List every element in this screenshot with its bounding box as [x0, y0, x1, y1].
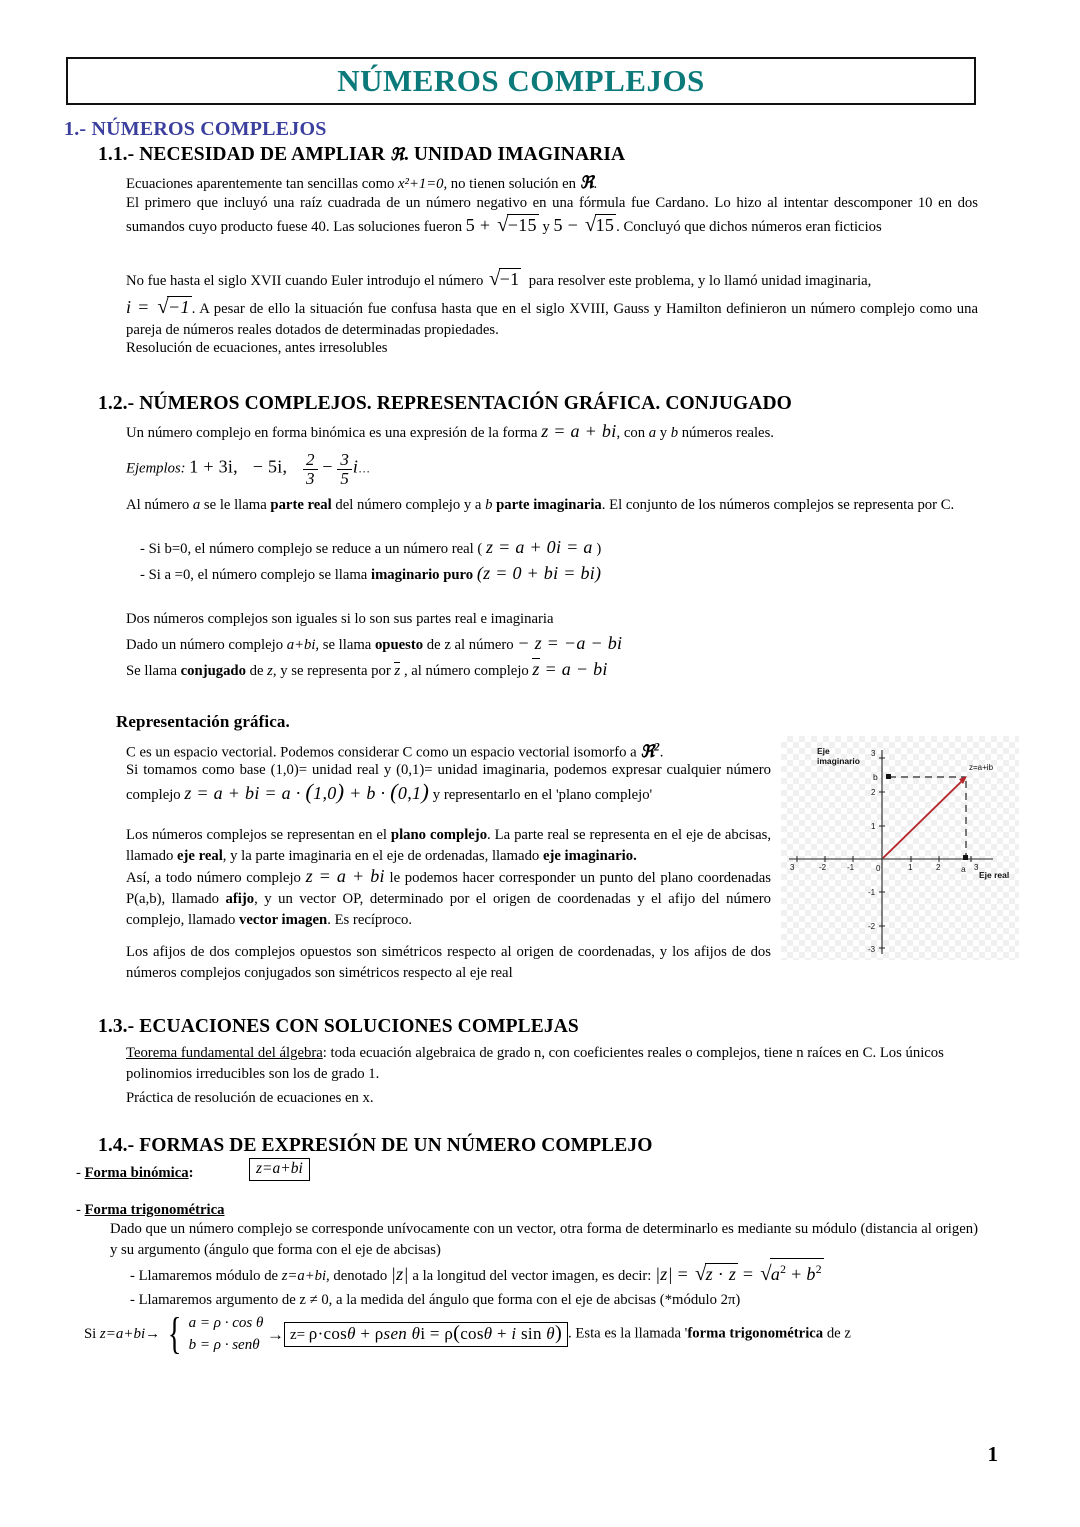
- p111-b: no tienen solución en: [450, 176, 577, 192]
- heading-1-1-text-b: . UNIDAD IMAGINARIA: [403, 144, 626, 165]
- p114-b: . A pesar de ello la situación fue confusa hasta que en el siglo XVIII, Gauss y Hamilton definieron un número complejo como una pareja de números reales dotados de determinadas propiedades.: [126, 301, 978, 338]
- examples-label: Ejemplos:: [126, 460, 186, 477]
- paragraph-trig-3: - Llamaremos argumento de z ≠ 0, a la medida del ángulo que forma con el eje de abcisas (*módulo 2π): [130, 1292, 741, 1308]
- pt4-bold: forma trigonométrica: [687, 1325, 824, 1342]
- paragraph-1-2-4: [126, 633, 978, 656]
- x-tick-label-2: 2: [936, 863, 941, 872]
- example-3-fraction-1: [303, 451, 318, 488]
- p111-c: .: [593, 176, 598, 192]
- paragraph-graf-3: [126, 825, 771, 867]
- paragraph-1-1-2: [126, 193, 978, 238]
- real-set-symbol-squared: [640, 742, 659, 761]
- paragraph-1-2-2: [126, 495, 978, 516]
- y-tick-label--1: -1: [868, 888, 876, 897]
- boxed-trigonometric-form: z= ρ·cosθ + ρsen θi = ρ(cosθ + i sin θ): [284, 1322, 568, 1347]
- paragraph-graf-4: [126, 866, 771, 931]
- paragraph-1-3-1: [126, 1043, 978, 1085]
- paragraph-1-1-3: [126, 268, 978, 292]
- pg4-bold-afijo: afijo: [225, 891, 255, 907]
- paragraph-trig-4: [84, 1309, 984, 1359]
- paragraph-trig-2: [130, 1258, 978, 1287]
- y-tick-label-3: 3: [871, 749, 876, 758]
- bullet1-a: - Si b=0, el número complejo se reduce a un número real (: [140, 541, 483, 557]
- p122-d: . El conjunto de los números complejos se representa por C.: [601, 497, 955, 513]
- bullet-si-a-cero: [140, 563, 980, 586]
- bullet2-a: - Si a =0, el número complejo se llama: [140, 567, 368, 583]
- p125-c: y se representa por: [280, 663, 391, 679]
- point-label: z=a+ib: [969, 763, 994, 772]
- pg1-a: C es un espacio vectorial. Podemos considerar C como un espacio vectorial isomorfo a: [126, 744, 637, 761]
- heading-section-1-1: [98, 144, 625, 166]
- paragraph-1-2-1: [126, 421, 978, 444]
- pt2-it: z=a+bi,: [281, 1268, 330, 1284]
- p122-b: se le llama: [203, 497, 267, 513]
- pt4-si: Si: [84, 1325, 97, 1342]
- p122-a: Al número: [126, 497, 190, 513]
- p131-a: : toda ecuación algebraica de grado n, con coeficientes reales o complejos, tiene n raíces en C. Los únicos polinomios irreducibles son los de grado 1.: [126, 1045, 944, 1082]
- x-tick-label--2: -2: [819, 863, 827, 872]
- p124-a: Dado un número complejo: [126, 637, 284, 653]
- p125-bold-conjugado: conjugado: [180, 663, 246, 679]
- real-set-glyph: ℜ: [640, 741, 655, 761]
- p124-it: a+bi,: [286, 637, 320, 653]
- label-a: a: [961, 864, 966, 874]
- paragraph-trig-1: Dado que un número complejo se corresponde unívocamente con un vector, otra forma de determinarlo es mediante su módulo (distancia al origen) y su argumento (ángulo que forma con el eje de abcisas): [110, 1221, 978, 1258]
- paragraph-1-1-1: [126, 172, 978, 195]
- bullet2-bold: imaginario puro: [370, 567, 474, 583]
- pt4-b: de z: [826, 1325, 851, 1342]
- heading-section-1-3: 1.3.- ECUACIONES CON SOLUCIONES COMPLEJAS: [98, 1016, 579, 1037]
- example-2: − 5i,: [252, 456, 288, 477]
- p122-bold-parte-real: parte real: [270, 497, 332, 513]
- p125-b: de: [249, 663, 264, 679]
- eq-base-decomposition: z = a + bi = a · (1,0) + b · (0,1): [184, 779, 430, 804]
- example-3-dots: …: [358, 461, 371, 476]
- bullet2-eq: (z = 0 + bi = bi): [476, 563, 602, 583]
- var-a: a: [648, 425, 657, 441]
- paragraph-graf-2: [126, 760, 771, 806]
- bullet1-b: ): [596, 541, 602, 557]
- p112-b: . Concluyó que dichos números eran ficticios: [616, 219, 882, 235]
- modulus-notation: |z|: [390, 1264, 409, 1284]
- x-axis-label: Eje real: [979, 870, 1010, 880]
- pt2-c: a la longitud del vector imagen, es decir:: [412, 1268, 652, 1284]
- pt4-arrow: →: [267, 1324, 284, 1344]
- real-set-symbol: ℜ: [389, 145, 404, 164]
- paragraph-1-2-5: [126, 658, 978, 682]
- pg3-bold-eje-real: eje real: [176, 848, 223, 864]
- example-1: 1 + 3i,: [189, 456, 238, 477]
- frac1-den: 3: [303, 469, 318, 488]
- system-brace: {: [167, 1309, 182, 1359]
- frac1-num: 2: [306, 450, 315, 469]
- x-tick-label--1: -1: [847, 863, 855, 872]
- paragraph-1-1-4: [126, 296, 978, 341]
- p122-var-a: a: [192, 497, 201, 513]
- x-tick-label-1: 1: [908, 863, 913, 872]
- p124-eq: − z = −a − bi: [517, 633, 623, 653]
- p122-var-b: b: [485, 497, 493, 513]
- paragraph-1-2-3: Dos números complejos son iguales si lo son sus partes real e imaginaria: [126, 611, 554, 627]
- system-equations: [189, 1312, 264, 1356]
- complex-plane-figure: [781, 736, 1019, 960]
- p113-a: No fue hasta el siglo XVII cuando Euler introdujo el número: [126, 273, 484, 289]
- paragraph-1-3-2: Práctica de resolución de ecuaciones en x.: [126, 1090, 374, 1106]
- pg4-bold-vector-imagen: vector imagen: [238, 912, 328, 928]
- pt2-b: denotado: [333, 1268, 388, 1284]
- paragraph-graf-5: Los afijos de dos complejos opuestos son simétricos respecto al origen de coordenadas, y los afijos de dos números complejos conjugados son simétricos respecto al eje real: [126, 944, 771, 981]
- pg3-bold-plano-complejo: plano complejo: [390, 827, 488, 843]
- dash-2: -: [76, 1202, 85, 1218]
- pg4-d: . Es recíproco.: [327, 912, 413, 928]
- pt2-a: - Llamaremos módulo de: [130, 1268, 279, 1284]
- heading-section-1-4: 1.4.- FORMAS DE EXPRESIÓN DE UN NÚMERO COMPLEJO: [98, 1135, 653, 1156]
- p121-c: números reales.: [681, 425, 774, 441]
- pg2-a: Si tomamos como base (1,0)= unidad real y (0,1)= unidad imaginaria, podemos expresar cualquier número complejo: [126, 762, 771, 803]
- eq-5-minus-sqrt-minus-15: 5 − √15: [553, 214, 615, 236]
- pt4-z: z=a+bi→: [99, 1325, 161, 1342]
- bullet1-eq: z = a + 0i = a: [485, 537, 593, 557]
- pg3-b: . La parte real se representa en el eje de abcisas, llamado: [126, 827, 771, 864]
- forma-trigonometrica-label: [76, 1200, 476, 1221]
- p124-b: se llama: [322, 637, 372, 653]
- bullet-si-b-cero: [140, 537, 980, 560]
- label-origin: 0: [876, 864, 881, 873]
- vector-op: [883, 779, 964, 858]
- p124-bold-opuesto: opuesto: [374, 637, 424, 653]
- pg2-b: y representarlo en el 'plano complejo': [432, 787, 653, 803]
- eq-sqrt-minus-1: √−1: [488, 268, 520, 290]
- sys-eq-a: a = ρ · cos θ: [188, 1315, 264, 1331]
- p125-d: , al número complejo: [403, 663, 529, 679]
- example-3-fraction-2: [337, 451, 352, 488]
- p122-bold-parte-imaginaria: parte imaginaria: [496, 497, 602, 513]
- heading-1-1-text-a: 1.1.- NECESIDAD DE AMPLIAR: [98, 144, 385, 165]
- real-set-symbol: ℜ: [579, 173, 594, 192]
- label-forma-binomica: Forma binómica: [84, 1165, 189, 1181]
- p112-y: y: [542, 219, 550, 235]
- var-b: b: [670, 425, 679, 441]
- pg3-c: , y la parte imaginaria en el eje de ordenadas, llamado: [222, 848, 540, 864]
- p121-a: Un número complejo en forma binómica es una expresión de la forma: [126, 425, 538, 441]
- frac2-num: 3: [340, 450, 349, 469]
- p113-b: para resolver este problema, y lo llamó unidad imaginaria,: [528, 273, 872, 289]
- pt4-a: . Esta es la llamada ': [568, 1325, 688, 1342]
- pg3-bold-eje-imaginario: eje imaginario.: [542, 848, 637, 864]
- p111-eq: x²+1=0,: [398, 176, 448, 192]
- real-set-exp: 2: [654, 741, 660, 753]
- point-b-marker: [886, 774, 891, 779]
- label-b: b: [873, 772, 878, 782]
- pg4-b: le podemos hacer corresponder un punto del plano coordenadas P(a,b), llamado: [126, 870, 772, 907]
- eq-modulus: $|z| = √z \cdot z = √a^2 + b^2$: [655, 1264, 824, 1284]
- p121-y: y: [659, 425, 668, 441]
- page-title: NÚMEROS COMPLEJOS: [337, 63, 705, 98]
- p122-c: del número complejo y a: [335, 497, 482, 513]
- y-tick-label-1: 1: [871, 822, 876, 831]
- pg4-a: Así, a todo número complejo: [126, 870, 301, 886]
- z-bar-symbol: z: [394, 663, 401, 679]
- p125-a: Se llama: [126, 663, 177, 679]
- p131-underlined-term: Teorema fundamental del álgebra: [126, 1045, 323, 1061]
- page-number: 1: [987, 1442, 998, 1466]
- eq-5-plus-sqrt-minus-15: 5 + √−15: [465, 214, 537, 236]
- heading-section-1: 1.- NÚMEROS COMPLEJOS: [64, 118, 327, 140]
- dash-1: -: [76, 1165, 85, 1181]
- example-3-minus: −: [322, 456, 333, 477]
- colon-1: :: [188, 1165, 194, 1181]
- complex-plane-svg: [781, 736, 1019, 960]
- p125-z: z,: [267, 663, 277, 679]
- frac2-den: 5: [337, 469, 352, 488]
- pg1-b: .: [659, 744, 664, 761]
- document-title-box: [66, 57, 976, 105]
- eq-i-equals-sqrt-minus-1: i = √−1: [126, 296, 190, 318]
- forma-binomica-label: [76, 1163, 376, 1184]
- x-tick-label-3: 3: [974, 863, 979, 872]
- p124-c: de z al número: [426, 637, 514, 653]
- examples-line: [126, 451, 726, 488]
- pg4-c: , y un vector OP, determinado por el origen de coordenadas y el afijo del número complejo, llamado: [126, 891, 772, 928]
- y-axis-label-line2: imaginario: [817, 756, 860, 766]
- label-forma-trigonometrica: Forma trigonométrica: [84, 1202, 225, 1218]
- example-3-i: i: [352, 456, 359, 477]
- p121-b: , con: [616, 425, 646, 441]
- paragraph-1-1-5: Resolución de ecuaciones, antes irresolubles: [126, 340, 388, 356]
- point-a-marker: [963, 855, 968, 860]
- p111-a: Ecuaciones aparentemente tan sencillas como: [126, 176, 395, 192]
- y-tick-label--3: -3: [868, 945, 876, 954]
- boxed-binomic-form: z=a+bi: [249, 1158, 310, 1181]
- heading-section-1-2: 1.2.- NÚMEROS COMPLEJOS. REPRESENTACIÓN GRÁFICA. CONJUGADO: [98, 393, 792, 414]
- pg4-eq: z = a + bi: [305, 866, 385, 886]
- y-tick-label--2: -2: [868, 922, 876, 931]
- y-tick-label-2: 2: [871, 788, 876, 797]
- eq-z-equals-a-plus-bi: z = a + bi: [541, 421, 617, 441]
- x-tick-label--3: 3: [790, 863, 795, 872]
- heading-representacion-grafica: Representación gráfica.: [116, 712, 290, 731]
- p112-a: El primero que incluyó una raíz cuadrada de un número negativo en una fórmula fue Cardano. Lo hizo al intentar descomponer 10 en dos sumandos cuyo producto fuese 40. Las soluciones fueron: [126, 195, 978, 235]
- pg3-a: Los números complejos se representan en el: [126, 827, 387, 843]
- y-axis-label-line1: Eje: [817, 746, 830, 756]
- eq-conjugate: z = a − bi: [532, 659, 608, 679]
- sys-eq-b: b = ρ · senθ: [188, 1337, 260, 1353]
